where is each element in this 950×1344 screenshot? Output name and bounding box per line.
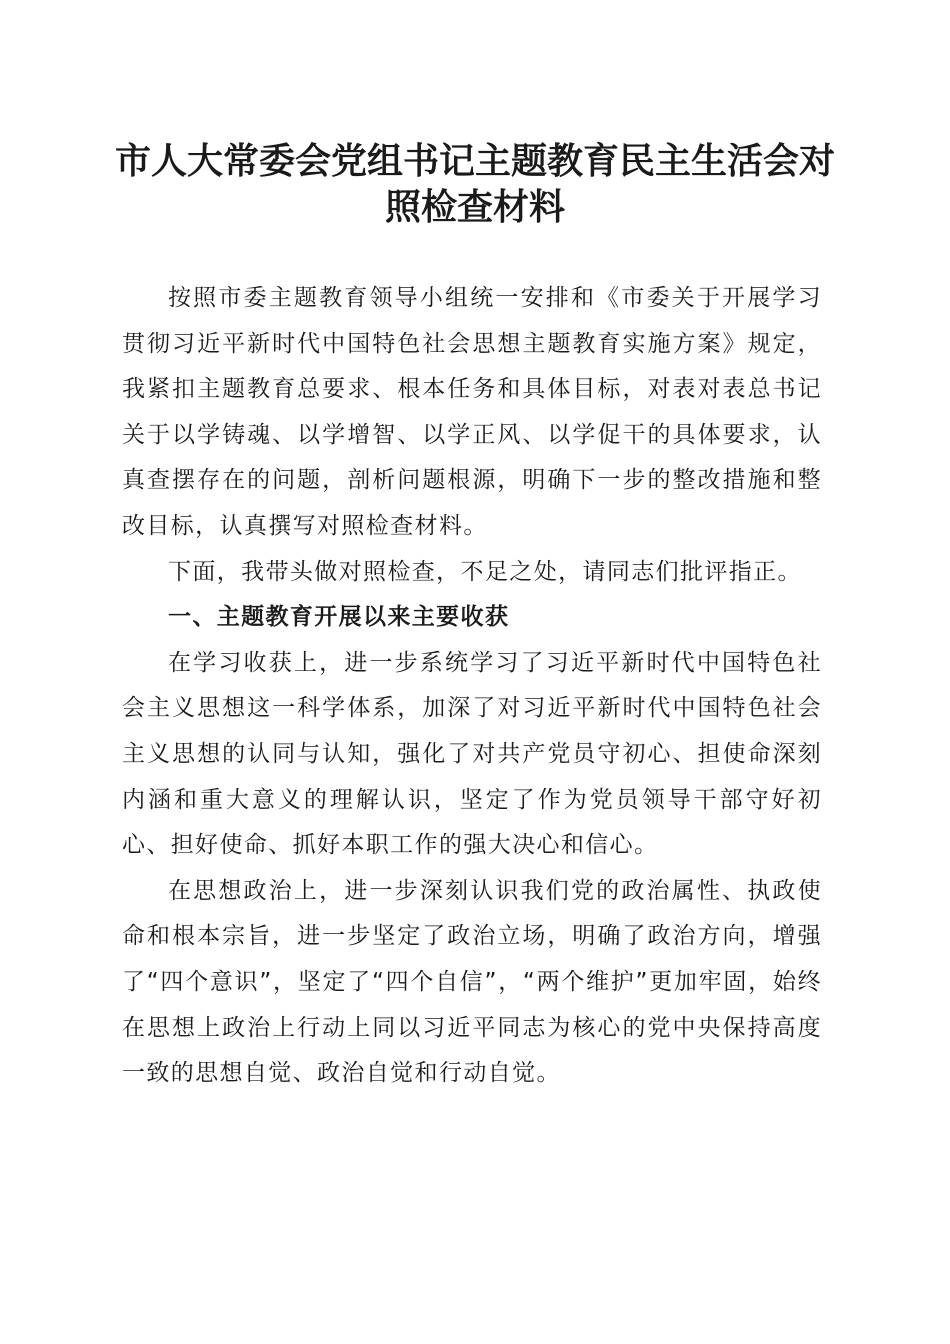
intro-paragraph: 按照市委主题教育领导小组统一安排和《市委关于开展学习贯彻习近平新时代中国特色社会思想主题教育实施方案》规定，我紧扣主题教育总要求、根本任务和具体目标，对表对表总书记关于以学铸魂、以学增智、以学正风、以学促干的具体要求，认真查摆存在的问题，剖析问题根源，明确下一步的整改措施和整改目标，认真撰写对照检查材料。 [122,285,822,539]
intro-paragraph: 下面，我带头做对照检查，不足之处，请同志们批评指正。 [168,558,802,585]
section-paragraph: 在学习收获上，进一步系统学习了习近平新时代中国特色社会主义思想这一科学体系，加深了对习近平新时代中国特色社会主义思想的认同与认知，强化了对共产党员守初心、担使命深刻内涵和重大意义的理解认识，坚定了作为党员领导干部守好初心、担好使命、抓好本职工作的强大决心和信心。 [122,649,822,859]
document-title: 市人大常委会党组书记主题教育民主生活会对照检查材料 [114,140,835,228]
section-heading: 一、主题教育开展以来主要收获 [168,604,510,631]
section-paragraph: 在思想政治上，进一步深刻认识我们党的政治属性、执政使命和根本宗旨，进一步坚定了政治立场，明确了政治方向，增强了“四个意识”，坚定了“四个自信”，“两个维护”更加牢固，始终在思想上政治上行动上同以习近平同志为核心的党中央保持高度一致的思想自觉、政治自觉和行动自觉。 [122,877,822,1087]
document-body [122,276,822,1097]
